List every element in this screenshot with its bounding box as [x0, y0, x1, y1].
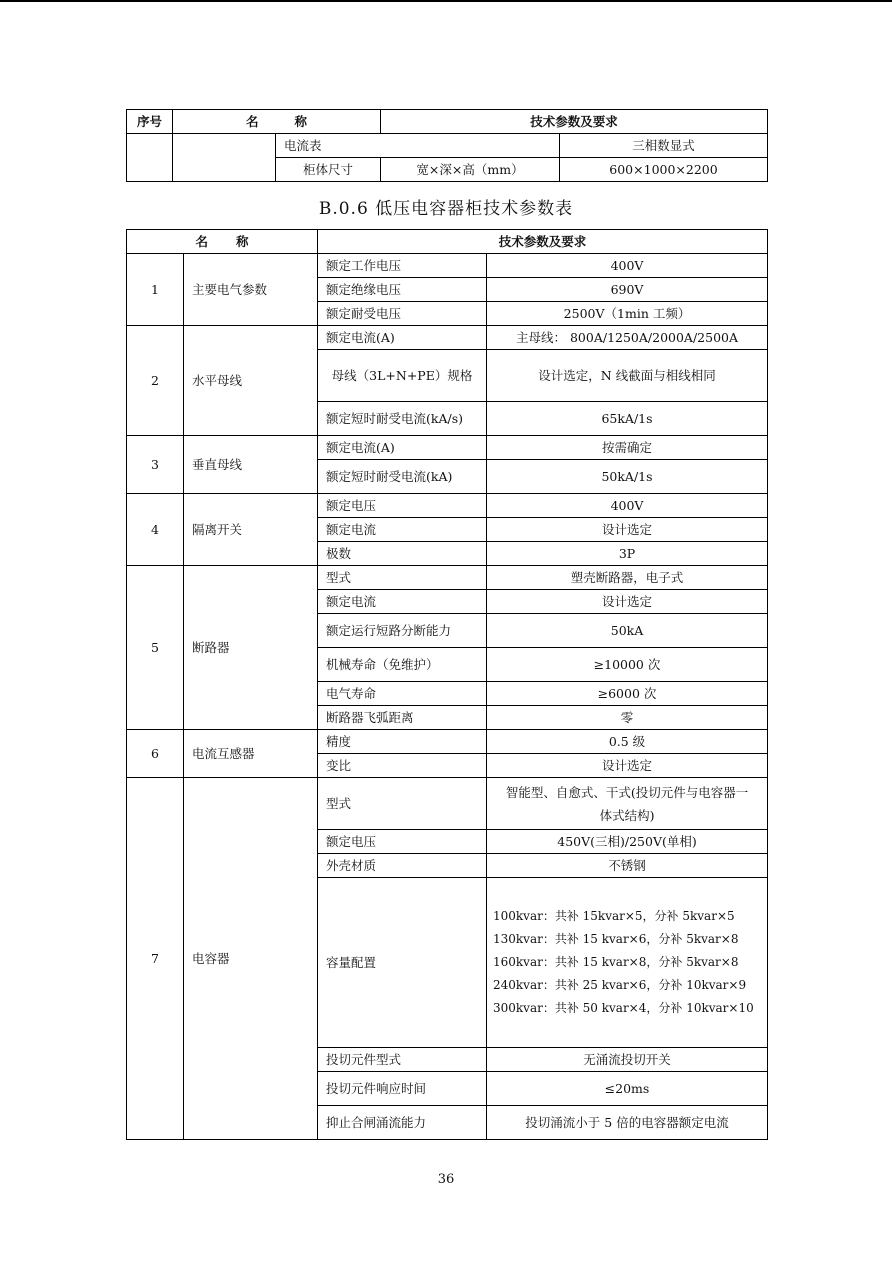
row-param: 额定工作电压	[318, 254, 487, 278]
row-param: 抑止合闸涌流能力	[318, 1106, 487, 1140]
row-param: 机械寿命（免维护）	[318, 648, 487, 682]
header-name	[173, 110, 381, 134]
row-value: 400V	[487, 494, 768, 518]
row-value: 三相数显式	[560, 134, 768, 158]
row-param: 额定电压	[318, 494, 487, 518]
row-param: 投切元件响应时间	[318, 1072, 487, 1106]
row-param: 额定运行短路分断能力	[318, 614, 487, 648]
row-param: 额定绝缘电压	[318, 278, 487, 302]
row-item: 电流表	[276, 134, 560, 158]
main-table	[126, 229, 768, 1140]
page-number: 36	[437, 1172, 455, 1187]
group-name: 电容器	[184, 778, 318, 1140]
row-param: 断路器飞弧距离	[318, 706, 487, 730]
row-value: 0.5 级	[487, 730, 768, 754]
row-param: 额定耐受电压	[318, 302, 487, 326]
value-line: 160kvar：共补 15 kvar×8，分补 5kvar×8	[493, 955, 739, 969]
header-spec: 技术参数及要求	[381, 110, 768, 134]
empty-cell	[127, 134, 173, 182]
row-value: 50kA	[487, 614, 768, 648]
row-value: 无涌流投切开关	[487, 1048, 768, 1072]
row-param: 容量配置	[318, 878, 487, 1048]
row-param: 额定电流	[318, 518, 487, 542]
header-name	[127, 230, 318, 254]
row-item: 柜体尺寸	[276, 158, 381, 182]
row-value: 50kA/1s	[487, 460, 768, 494]
row-param: 电气寿命	[318, 682, 487, 706]
header-name-b: 称	[236, 233, 249, 249]
row-param: 额定电流(A)	[318, 326, 487, 350]
group-name: 垂直母线	[184, 436, 318, 494]
value-line: 体式结构)	[599, 807, 655, 823]
group-no: 5	[127, 566, 184, 730]
header-name-b: 称	[294, 113, 308, 129]
table-row	[127, 436, 768, 460]
row-value: 2500V（1min 工频）	[487, 302, 768, 326]
group-name: 主要电气参数	[184, 254, 318, 326]
group-name: 断路器	[184, 566, 318, 730]
row-param: 额定电流(A)	[318, 436, 487, 460]
row-value: 3P	[487, 542, 768, 566]
row-param: 变比	[318, 754, 487, 778]
page-top-rule	[0, 0, 892, 2]
row-param: 精度	[318, 730, 487, 754]
row-value: 设计选定	[487, 754, 768, 778]
row-value: 600×1000×2200	[560, 158, 768, 182]
row-value: 投切涌流小于 5 倍的电容器额定电流	[487, 1106, 768, 1140]
row-value: 设计选定	[487, 590, 768, 614]
row-value: 设计选定	[487, 518, 768, 542]
group-no: 3	[127, 436, 184, 494]
row-value: 690V	[487, 278, 768, 302]
row-param: 母线（3L+N+PE）规格	[318, 350, 487, 402]
table-row	[127, 778, 768, 830]
row-param: 宽×深×高（mm）	[381, 158, 560, 182]
row-param: 极数	[318, 542, 487, 566]
row-value: ≥10000 次	[487, 648, 768, 682]
row-param: 额定电流	[318, 590, 487, 614]
table-row	[127, 494, 768, 518]
row-value: 零	[487, 706, 768, 730]
value-line: 智能型、自愈式、干式(投切元件与电容器一	[505, 784, 749, 800]
group-name: 电流互感器	[184, 730, 318, 778]
row-param: 型式	[318, 566, 487, 590]
table-row	[127, 730, 768, 754]
row-param: 投切元件型式	[318, 1048, 487, 1072]
row-param: 额定电压	[318, 830, 487, 854]
header-spec: 技术参数及要求	[318, 230, 768, 254]
group-name: 水平母线	[184, 326, 318, 436]
group-no: 1	[127, 254, 184, 326]
main-table-header	[127, 230, 768, 254]
group-no: 4	[127, 494, 184, 566]
row-value: 设计选定，N 线截面与相线相同	[487, 350, 768, 402]
value-line: 240kvar：共补 25 kvar×6，分补 10kvar×9	[493, 978, 747, 992]
group-no: 6	[127, 730, 184, 778]
empty-cell	[173, 134, 276, 182]
header-name-a: 名	[245, 113, 259, 129]
table-row	[127, 326, 768, 350]
header-name-a: 名	[195, 233, 208, 249]
row-value	[487, 878, 768, 1048]
row-value: 按需确定	[487, 436, 768, 460]
row-param: 额定短时耐受电流(kA/s)	[318, 402, 487, 436]
table-row	[127, 254, 768, 278]
row-value: 400V	[487, 254, 768, 278]
group-no: 7	[127, 778, 184, 1140]
row-param: 型式	[318, 778, 487, 830]
table-caption: B.0.6 低压电容器柜技术参数表	[318, 199, 574, 219]
row-value: ≤20ms	[487, 1072, 768, 1106]
row-value: 塑壳断路器，电子式	[487, 566, 768, 590]
group-no: 2	[127, 326, 184, 436]
table-row	[127, 134, 768, 158]
value-line: 300kvar：共补 50 kvar×4，分补 10kvar×10	[493, 1001, 754, 1015]
row-value: 65kA/1s	[487, 402, 768, 436]
value-line: 130kvar：共补 15 kvar×6，分补 5kvar×8	[493, 932, 739, 946]
header-no: 序号	[127, 110, 173, 134]
row-param: 外壳材质	[318, 854, 487, 878]
value-line: 100kvar：共补 15kvar×5，分补 5kvar×5	[493, 909, 735, 923]
row-value: ≥6000 次	[487, 682, 768, 706]
row-param: 额定短时耐受电流(kA)	[318, 460, 487, 494]
top-table-header	[127, 110, 768, 134]
row-value: 不锈钢	[487, 854, 768, 878]
top-table	[126, 109, 768, 182]
table-row	[127, 566, 768, 590]
group-name: 隔离开关	[184, 494, 318, 566]
row-value: 主母线： 800A/1250A/2000A/2500A	[487, 326, 768, 350]
row-value	[487, 778, 768, 830]
row-value: 450V(三相)/250V(单相)	[487, 830, 768, 854]
